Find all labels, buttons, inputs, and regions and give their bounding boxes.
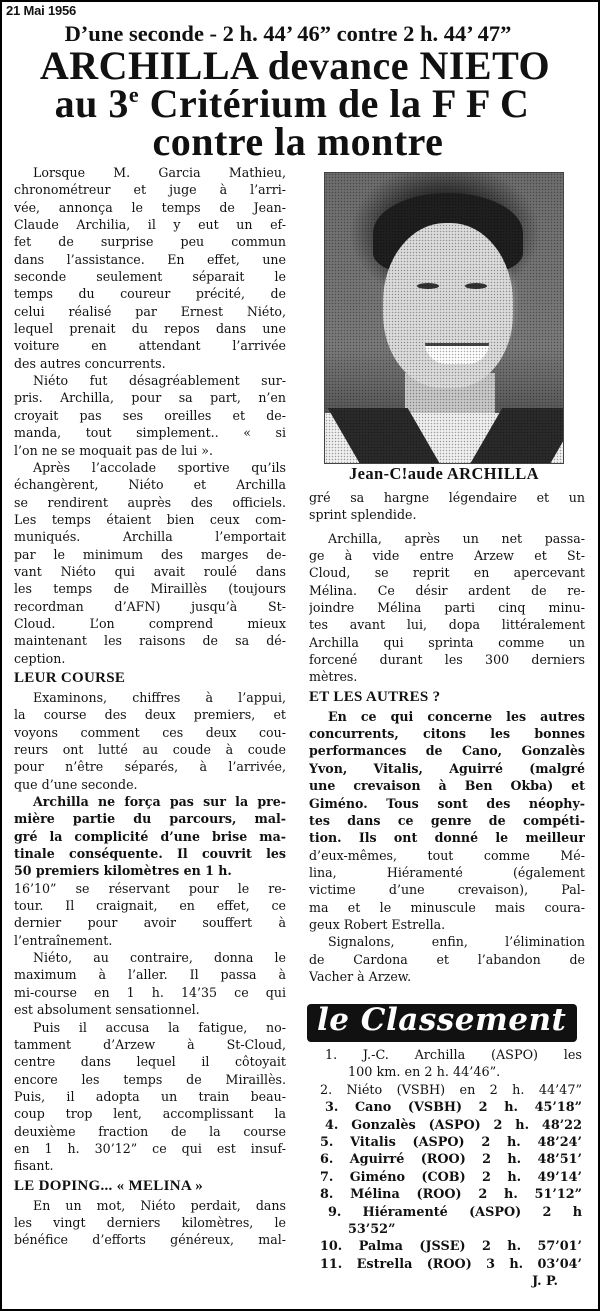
- headline-line-1: ARCHILLA devance NIETO: [39, 43, 551, 88]
- text-line: performances de Cano, Gonzalès: [309, 743, 585, 759]
- text-line: forcené durant les 300 derniers: [309, 652, 585, 668]
- paragraph-8: [14, 1197, 286, 1249]
- text-line: joindre Mélina parti cinq minu-: [309, 600, 585, 616]
- text-line: échangèrent, Niéto et Archilla: [14, 477, 286, 493]
- text-line: tamment d’Arzew à St-Cloud,: [14, 1036, 286, 1052]
- text-line: Vacher à Arzew.: [309, 968, 412, 984]
- text-line: recordman d’AFN) jusqu’à St-: [14, 598, 286, 614]
- text-line: 16’10” se réservant pour le re-: [14, 880, 286, 896]
- text-line: ma et le minuscule mais coura-: [309, 899, 585, 915]
- text-line: Signalons, enfin, l’élimination: [328, 934, 585, 950]
- text-line: vant Niéto qui avait roulé dans: [14, 563, 286, 579]
- subheading-le-doping: LE DOPING... « MELINA »: [14, 1177, 204, 1194]
- text-line: d’eux-mêmes, tout comme Mé-: [309, 847, 585, 863]
- text-line: Puis il accusa la fatigue, no-: [33, 1019, 286, 1035]
- text-line: lequel prenait du repos dans une: [14, 321, 286, 337]
- publication-date: 21 Mai 1956: [6, 3, 77, 18]
- text-line: fisant.: [14, 1158, 54, 1174]
- text-line: les vingt derniers kilomètres, le: [14, 1214, 286, 1230]
- text-line: Yvon, Vitalis, Aguirré (malgré: [309, 760, 585, 776]
- ranking-entry: 4. Gonzalès (ASPO) 2 h. 48’22: [325, 1117, 582, 1133]
- text-line: maximum à l’aller. Il passa à: [14, 967, 286, 983]
- article-subtitle: D’une seconde - 2 h. 44’ 46” contre 2 h. 44’ 47”: [64, 21, 512, 46]
- text-line: les temps de Miraillès (toujours: [14, 581, 286, 597]
- text-line: Giméno. Tous sont des néophy-: [309, 795, 585, 811]
- text-line: Lorsque M. Garcia Mathieu,: [33, 165, 286, 180]
- text-line: la course des deux premiers, et: [14, 707, 286, 723]
- ranking-entry: 1. J.-C. Archilla (ASPO) les: [325, 1048, 582, 1063]
- text-line: Archilla ne força pas sur la pre-: [33, 794, 286, 810]
- paragraph-6: [14, 949, 286, 1018]
- paragraph-7: [14, 1019, 286, 1175]
- text-line: Claude Archilia, il y eut un ef-: [14, 217, 286, 233]
- text-line: victime d’une crevaison), Pal-: [309, 882, 585, 898]
- headline-line-2-post: Critérium de la F F C: [139, 81, 530, 126]
- text-line: de Cardona et l’abandon de: [309, 951, 585, 967]
- ranking-entry: 9. Hiéramenté (ASPO) 2 h: [328, 1204, 582, 1220]
- text-line: concurrents, citons les bonnes: [309, 726, 585, 742]
- classement-banner: [307, 1004, 577, 1042]
- paragraph-3: [14, 459, 286, 667]
- text-line: tes avant lui, dopa littéralement: [309, 617, 585, 633]
- text-line: manda, tout simplement.. « si: [14, 425, 286, 441]
- text-line: l’entraînement.: [14, 932, 113, 948]
- text-line: bénéfice d’efforts généreux, mal-: [14, 1232, 286, 1248]
- text-line: Niéto fut désagréablement sur-: [33, 373, 286, 389]
- ranking-entry-continued: 100 km. en 2 h. 44’46”.: [348, 1065, 501, 1081]
- text-line: Niéto, au contraire, donna le: [33, 950, 286, 966]
- paragraph-2: [14, 372, 286, 459]
- text-line: ge à vide entre Arzew et St-: [309, 548, 585, 564]
- headline-line-2-pre: au 3: [54, 81, 129, 126]
- text-line: gré la complicité d’une brise ma-: [14, 828, 286, 844]
- paragraph-10-bold: [309, 708, 585, 847]
- text-line: par le minimum des marges de-: [14, 546, 286, 562]
- text-line: encore les temps de Miraillès.: [14, 1071, 286, 1087]
- classement-list: [320, 1047, 582, 1290]
- text-line: Les temps étaient bien ceux com-: [14, 511, 286, 527]
- text-line: maintenant les raisons de sa dé-: [14, 633, 286, 649]
- text-line: en 1 h. 30’12” ce qui est insuf-: [14, 1140, 286, 1156]
- text-line: Mélina. Ce désir ardent de re-: [309, 582, 585, 598]
- ranking-entry: 10. Palma (JSSE) 2 h. 57’01’: [320, 1239, 582, 1255]
- text-line: dernier pour avoir souffert à: [14, 915, 286, 931]
- text-line: l’on ne se moquait pas de lui ».: [14, 442, 213, 458]
- paragraph-9: [309, 530, 585, 686]
- ranking-entry: 11. Estrella (ROO) 3 h. 03’04’: [320, 1256, 582, 1272]
- text-line: ception.: [14, 650, 66, 666]
- text-line: celui réalisé par Ernest Niéto,: [14, 303, 286, 319]
- text-line: dans l’assistance. En effet, une: [14, 251, 286, 267]
- text-line: 50 premiers kilomètres en 1 h.: [14, 863, 232, 879]
- text-line: Cloud, se reprit en apercevant: [309, 565, 585, 581]
- text-line: une crevaison à Ben Okba) et: [309, 778, 585, 794]
- subheading-leur-course: LEUR COURSE: [14, 669, 126, 686]
- ranking-entry: 7. Giméno (COB) 2 h. 49’14’: [320, 1169, 582, 1185]
- text-line: fet de surprise peu commun: [14, 234, 286, 250]
- text-line: croyait pas ses oreilles et de-: [14, 407, 286, 423]
- ranking-entry-continued: 53’52”: [348, 1221, 396, 1237]
- text-line: des autres concurrents.: [14, 355, 166, 371]
- text-line: tion. Ils ont donné le meilleur: [309, 830, 585, 846]
- portrait-photo: [324, 172, 564, 464]
- text-line: tes dans ce genre de compéti-: [309, 812, 585, 828]
- paragraph-1: [14, 164, 286, 372]
- text-line: tinale conséquente. Il couvrit les: [14, 846, 286, 862]
- subheading-et-les-autres: ET LES AUTRES ?: [309, 688, 441, 705]
- photo-caption: Jean-C!aude ARCHILLA: [349, 464, 539, 483]
- paragraph-10-regular: [309, 847, 585, 934]
- text-line: pour n’être séparés, à l’arrivée,: [14, 759, 286, 775]
- ranking-entry: 2. Niéto (VSBH) en 2 h. 44’47”: [320, 1082, 582, 1098]
- text-line: Examinons, chiffres à l’appui,: [33, 689, 286, 705]
- headline-ordinal-sup: e: [128, 82, 140, 107]
- text-line: mière partie du parcours, mal-: [14, 811, 286, 827]
- headline-line-3: contre la montre: [152, 119, 444, 164]
- text-line: seconde seulement séparait le: [14, 269, 286, 285]
- text-line: sprint splendide.: [309, 507, 417, 523]
- text-line: mi-course en 1 h. 14’35 ce qui: [14, 984, 286, 1000]
- text-line: Après l’accolade sportive qu’ils: [33, 459, 286, 475]
- paragraph-8-continued: [309, 489, 585, 524]
- classement-banner-title: le Classement: [317, 1002, 567, 1038]
- text-line: Puis, il adopta un train beau-: [14, 1088, 286, 1104]
- text-line: reurs ont lutté au coude à coude: [14, 742, 286, 757]
- text-line: pris. Archilla, pour sa part, n’en: [14, 390, 286, 406]
- right-column: [309, 489, 585, 985]
- text-line: lina, Hiéramenté (également: [309, 864, 585, 880]
- text-line: Archilla, après un net passa-: [328, 530, 585, 546]
- text-line: geux Robert Estrella.: [309, 916, 446, 932]
- text-line: muniqués. Archilla l’emportait: [14, 529, 286, 545]
- ranking-entry: 5. Vitalis (ASPO) 2 h. 48’24’: [320, 1134, 582, 1150]
- text-line: deuxième fraction de la course: [14, 1123, 286, 1139]
- paragraph-5: [14, 793, 286, 880]
- text-line: tour. Il craignait, en effet, ce: [14, 898, 286, 914]
- text-line: chronométreur et juge à l’arri-: [14, 182, 286, 198]
- paragraph-5b: [14, 880, 286, 949]
- text-line: vée, annonça le temps de Jean-: [14, 199, 286, 215]
- paragraph-4: [14, 689, 286, 793]
- text-line: Cloud. L’on comprend mieux: [14, 615, 286, 631]
- text-line: temps du coureur précité, de: [14, 286, 286, 302]
- text-line: que d’une seconde.: [14, 776, 138, 792]
- ranking-entry: 3. Cano (VSBH) 2 h. 45’18”: [325, 1100, 582, 1116]
- text-line: centre dans lequel il côtoyait: [14, 1054, 286, 1070]
- text-line: se rendirent auprès des officiels.: [14, 494, 286, 510]
- ranking-entry: 6. Aguirré (ROO) 2 h. 48’51’: [320, 1152, 582, 1168]
- text-line: En un mot, Niéto perdait, dans: [33, 1197, 286, 1213]
- text-line: mètres.: [309, 669, 358, 685]
- author-signature: J. P.: [532, 1274, 558, 1290]
- paragraph-11: [309, 933, 585, 985]
- text-line: Archilla qui sprinta comme un: [309, 634, 585, 650]
- text-line: voyons comment ces deux cou-: [14, 724, 286, 740]
- text-line: gré sa hargne légendaire et un: [309, 490, 585, 505]
- left-column: [14, 164, 286, 1249]
- text-line: voiture en attendant l’arrivée: [14, 338, 286, 354]
- text-line: coup trop lent, accomplissant la: [14, 1106, 286, 1122]
- text-line: est absolument sensationnel.: [14, 1002, 200, 1018]
- text-line: En ce qui concerne les autres: [328, 708, 585, 724]
- ranking-entry: 8. Mélina (ROO) 2 h. 51’12”: [320, 1187, 582, 1203]
- photo-halftone-overlay: [325, 173, 563, 463]
